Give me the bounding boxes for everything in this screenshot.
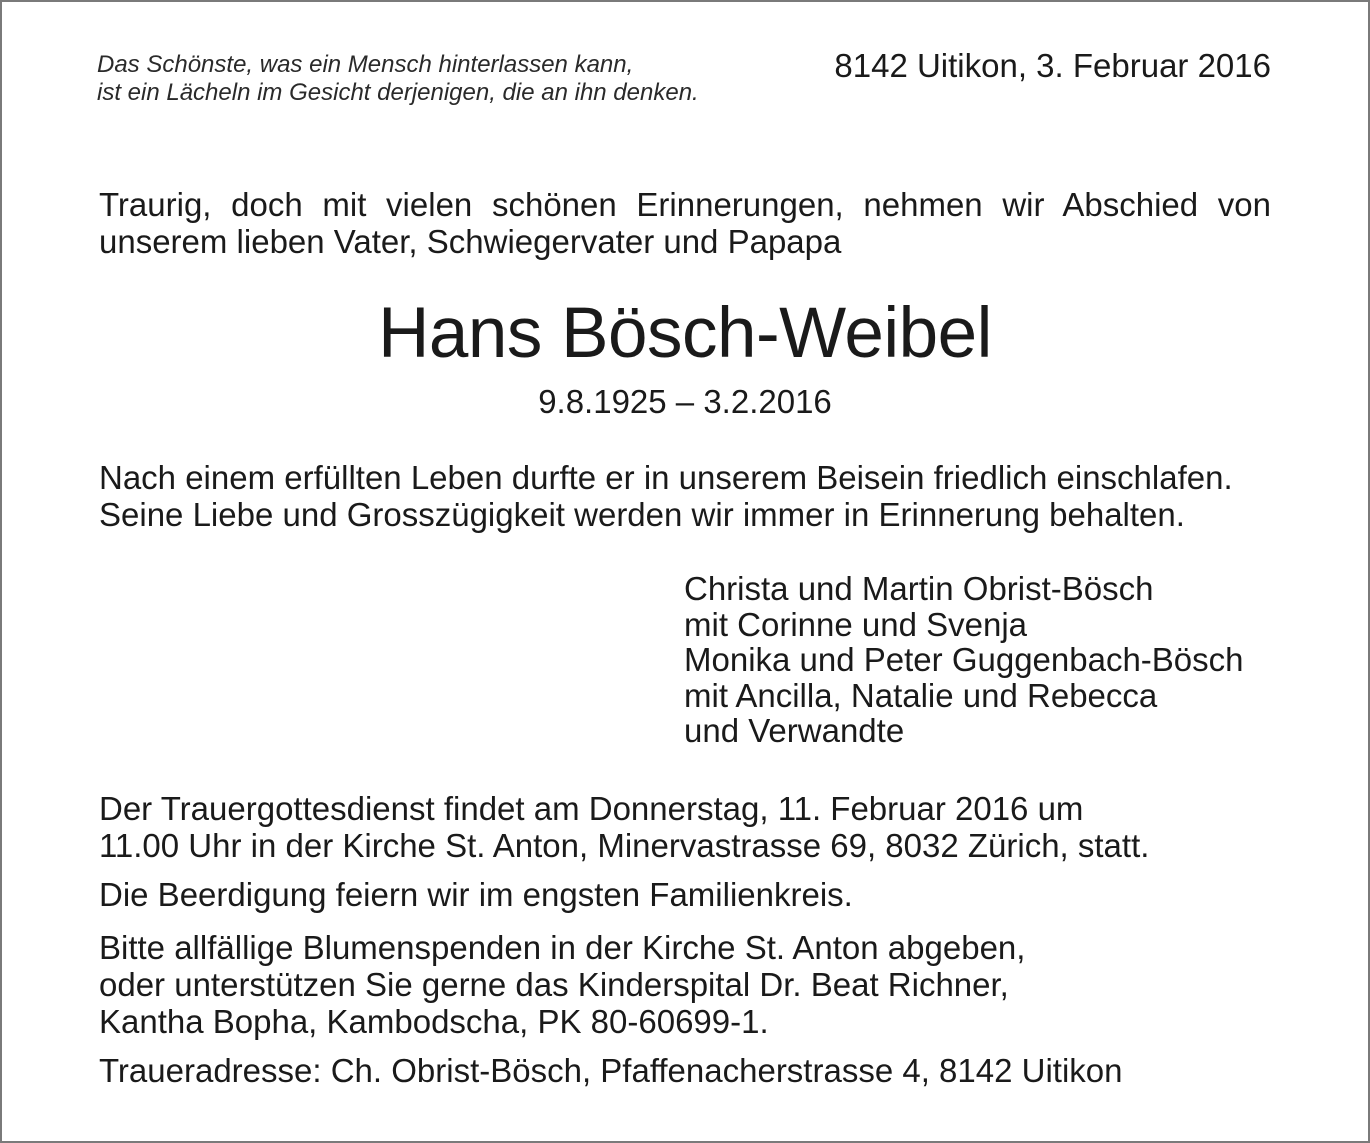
flowers-donation-notice — [99, 929, 1025, 1040]
flowers-line-3: Kantha Bopha, Kambodscha, PK 80-60699-1. — [99, 1003, 769, 1040]
intro-paragraph: Traurig, doch mit vielen schönen Erinnerungen, nehmen wir Abschied von unserem lieben Vater, Schwiegervater und Papapa — [99, 186, 1271, 260]
memorial-quote — [97, 51, 699, 107]
tribute-line-1: Nach einem erfüllten Leben durfte er in unserem Beisein friedlich einschlafen. — [99, 459, 1233, 496]
burial-line: Die Beerdigung feiern wir im engsten Familienkreis. — [99, 876, 853, 913]
family-line: und Verwandte — [684, 712, 905, 749]
flowers-line-2: oder unterstützen Sie gerne das Kinderspital Dr. Beat Richner, — [99, 966, 1009, 1003]
life-dates: 9.8.1925 – 3.2.2016 — [538, 383, 832, 420]
address-line: Traueradresse: Ch. Obrist-Bösch, Pfaffenacherstrasse 4, 8142 Uitikon — [99, 1052, 1123, 1089]
family-line: mit Ancilla, Natalie und Rebecca — [684, 676, 1158, 714]
service-line-1: Der Trauergottesdienst findet am Donnerstag, 11. Februar 2016 um — [99, 790, 1084, 827]
family-signatures — [684, 571, 1244, 749]
tribute-paragraph — [99, 459, 1233, 533]
service-line-2: 11.00 Uhr in der Kirche St. Anton, Minervastrasse 69, 8032 Zürich, statt. — [99, 827, 1150, 864]
burial-notice — [99, 876, 853, 913]
family-line: Christa und Martin Obrist-Bösch — [684, 570, 1154, 607]
place-and-date: 8142 Uitikon, 3. Februar 2016 — [834, 47, 1271, 84]
service-notice — [99, 790, 1149, 864]
quote-line-2: ist ein Lächeln im Gesicht derjenigen, die an ihn denken. — [97, 79, 699, 106]
family-line: mit Corinne und Svenja — [684, 605, 1028, 643]
family-line: Monika und Peter Guggenbach-Bösch — [684, 641, 1244, 678]
tribute-line-2: Seine Liebe und Grosszügigkeit werden wir immer in Erinnerung behalten. — [99, 496, 1185, 533]
mourning-address — [99, 1052, 1122, 1089]
flowers-line-1: Bitte allfällige Blumenspenden in der Kirche St. Anton abgeben, — [99, 929, 1026, 966]
deceased-name: Hans Bösch-Weibel — [378, 294, 992, 373]
quote-line-1: Das Schönste, was ein Mensch hinterlassen kann, — [97, 51, 634, 78]
